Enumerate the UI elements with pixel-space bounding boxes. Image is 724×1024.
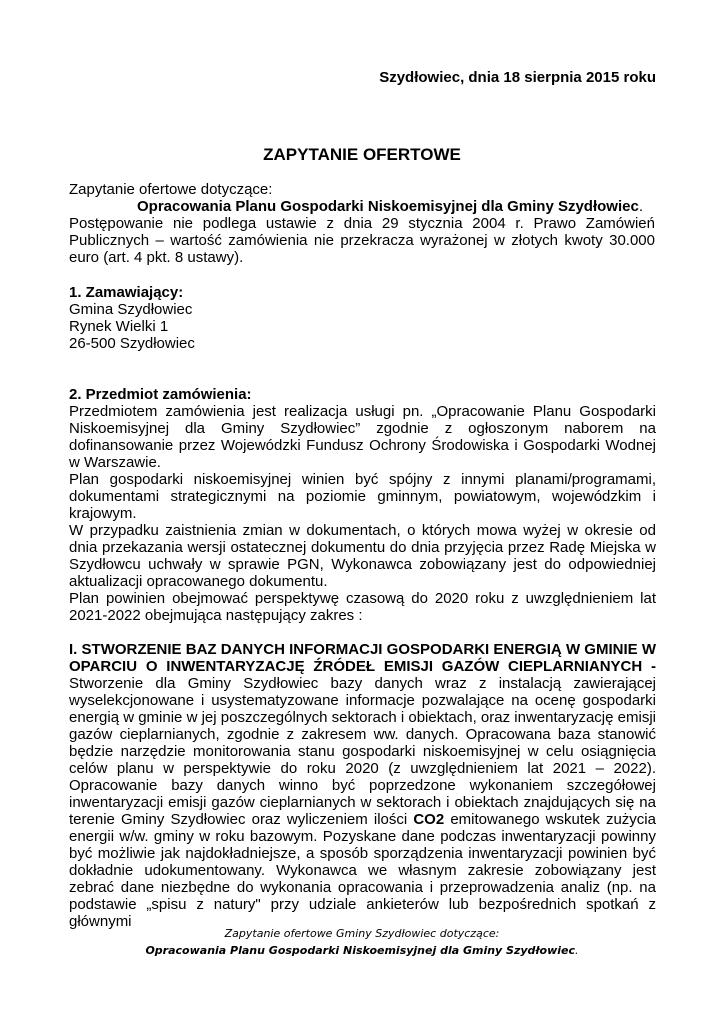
intro-subject-title-text: Opracowania Planu Gospodarki Niskoemisyjnej dla Gminy Szydłowiec <box>137 198 639 215</box>
intro-section <box>69 181 656 266</box>
section-2-paragraph: Przedmiotem zamówienia jest realizacja usługi pn. „Opracowanie Planu Gospodarki Niskoemisyjnej dla Gminy Szydłowiec” zgodnie z ogłoszonym naborem na dofinansowanie przez Wojewódzki Fundusz Ochrony Środowiska i Gospodarki Wodnej w Warszawie. <box>69 403 656 471</box>
intro-subject-title-end: . <box>638 198 643 215</box>
section-I-paragraph <box>69 675 656 930</box>
section-1-heading: 1. Zamawiający: <box>69 284 184 301</box>
section-2-paragraph: W przypadku zaistnienia zmian w dokumentach, o których mowa wyżej w okresie od dnia przekazania wersji ostatecznej dokumentu do dnia przyjęcia przez Radę Miejska w Szydłowcu uchwały w sprawie PGN, Wykonawca zobowiązany jest do odpowiedniej aktualizacji opracowanego dokumentu. <box>69 522 656 590</box>
zamawiajacy-line: Gmina Szydłowiec <box>69 301 193 318</box>
document-title: ZAPYTANIE OFERTOWE <box>263 145 461 164</box>
footer-line-1: Zapytanie ofertowe Gminy Szydłowiec dotyczące: <box>224 927 500 940</box>
section-2 <box>69 386 656 624</box>
intro-paragraph: Postępowanie nie podlega ustawie z dnia 29 stycznia 2004 r. Prawo Zamówień Publicznych – wartość zamówienia nie przekracza wyrażonej w złotych kwoty 30.000 euro (art. 4 pkt. 8 ustawy). <box>69 215 655 266</box>
intro-subject-title <box>69 198 656 215</box>
footer-title-end: . <box>575 944 579 957</box>
zamawiajacy-line: Rynek Wielki 1 <box>69 318 169 335</box>
section-2-paragraph: Plan powinien obejmować perspektywę czasową do 2020 roku z uwzględnieniem lat 2021-2022 obejmująca następujący zakres : <box>69 590 656 624</box>
intro-subject-label: Zapytanie ofertowe dotyczące: <box>69 181 273 198</box>
footer-title: Opracowania Planu Gospodarki Niskoemisyjnej dla Gminy Szydłowiec <box>145 944 576 957</box>
section-2-heading: 2. Przedmiot zamówienia: <box>69 386 252 403</box>
section-I-heading: I. STWORZENIE BAZ DANYCH INFORMACJI GOSPODARKI ENERGIĄ W GMINIE W OPARCIU O INWENTARYZACJĘ ŹRÓDEŁ EMISJI GAZÓW CIEPLARNIANYCH - <box>69 641 656 675</box>
section-I-text-a: Stworzenie dla Gminy Szydłowiec bazy danych wraz z instalacją zawierającej wyselekcjonowane i usystematyzowane informacje pozwalające na ocenę gospodarki energią w gminie w jej poszczególnych sektorach i obiektach, oraz inwentaryzację emisji gazów cieplarnianych, zgodnie z zakresem ww. danych. Opracowana baza stanowić będzie narzędzie monitorowania stanu gospodarki niskoemisyjnej w celu osiągnięcia celów planu w perspektywie do roku 2020 (z uwzględnieniem lat 2021 – 2022). Opracowanie bazy danych winno być poprzedzone wykonaniem szczegółowej inwentaryzacji emisji gazów cieplarnianych w sektorach i obiektach znajdujących się na terenie Gminy Szydłowiec oraz wyliczeniem ilości <box>69 675 656 828</box>
zamawiajacy-line: 26-500 Szydłowiec <box>69 335 195 352</box>
date-line: Szydłowiec, dnia 18 sierpnia 2015 roku <box>379 69 656 86</box>
section-I <box>69 641 656 930</box>
footer-line-2 <box>0 942 724 959</box>
section-2-paragraph: Plan gospodarki niskoemisyjnej winien być spójny z innymi planami/programami, dokumentami strategicznymi na poziomie gminnym, powiatowym, wojewódzkim i krajowym. <box>69 471 656 522</box>
section-I-text-b: emitowanego wskutek zużycia energii w/w. gminy w roku bazowym. Pozyskane dane podczas inwentaryzacji powinny być możliwie jak najdokładniejsze, a sposób sporządzenia inwentaryzacji powinien być dokładnie udokumentowany. Wykonawca we własnym zakresie zobowiązany jest zebrać dane niezbędne do wykonania opracowania i przeprowadzenia analiz (np. na podstawie „spisu z natury" przy udziale ankieterów lub bezpośrednich spotkań z głównymi <box>69 811 656 930</box>
co2-term: CO2 <box>413 811 445 828</box>
section-1 <box>69 284 656 352</box>
page-footer <box>0 925 724 959</box>
